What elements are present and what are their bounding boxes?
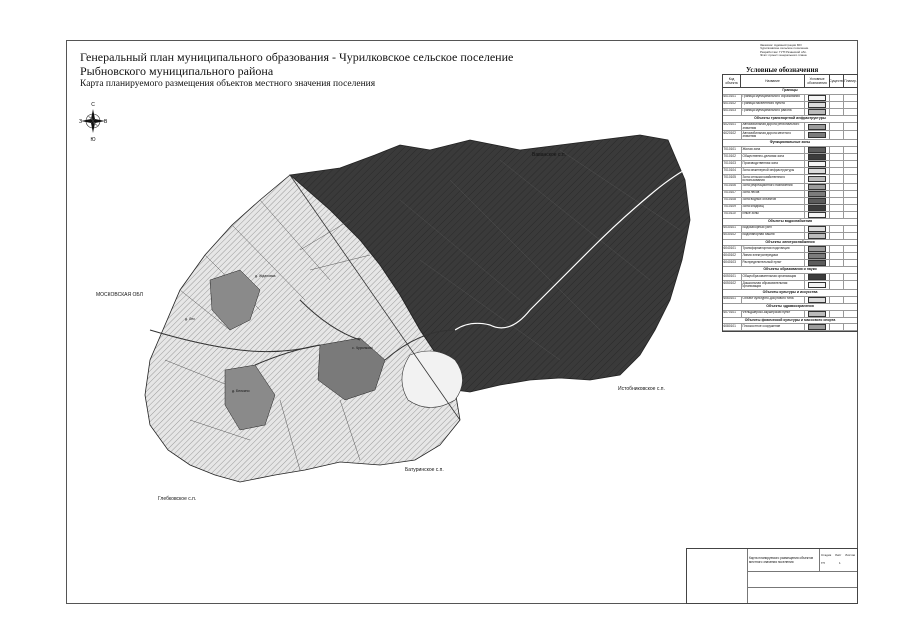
- legend-swatch-icon: [808, 205, 826, 211]
- legend-swatch-icon: [808, 233, 826, 239]
- legend-row-existing: [830, 175, 844, 183]
- legend-swatch-icon: [808, 176, 826, 182]
- legend-row-planned: [844, 154, 857, 160]
- title-block-val-sheet: 1: [839, 561, 841, 565]
- legend-row-existing: [830, 311, 844, 317]
- legend-section-title: Границы: [723, 88, 857, 95]
- legend-row: [723, 198, 857, 205]
- legend-swatch-icon: [808, 311, 826, 317]
- title-block-caption: Карта планируемого размещения объектов местного значения поселения: [749, 556, 814, 564]
- legend-row-existing: [830, 184, 844, 190]
- legend-section-title: Объекты физической культуры и массового спорта: [723, 318, 857, 325]
- legend-row-planned: [844, 175, 857, 183]
- legend-row-code: 7010109: [723, 205, 742, 211]
- title-block-val-stage: ГП: [821, 561, 825, 565]
- legend-row-symbol: [805, 198, 830, 204]
- legend-row-code: 7010106: [723, 184, 742, 190]
- compass-west-label: З: [79, 119, 83, 125]
- legend-row: [723, 168, 857, 175]
- legend-row-desc: Фельдшерско-акушерский пункт: [742, 311, 805, 317]
- legend-row-planned: [844, 281, 857, 289]
- legend-row-code: 6050102: [723, 281, 742, 289]
- legend-swatch-icon: [808, 109, 826, 115]
- legend-row-desc: Автомобильная дорога местного значения: [742, 131, 805, 139]
- legend-row-desc: Иные зоны: [742, 212, 805, 218]
- legend-row-desc: Распределительный пункт: [742, 260, 805, 266]
- legend-row-code: 6020102: [723, 131, 742, 139]
- legend-row-code: 7010105: [723, 175, 742, 183]
- legend-row-symbol: [805, 274, 830, 280]
- legend-row-symbol: [805, 297, 830, 303]
- legend-row-symbol: [805, 161, 830, 167]
- legend-row-symbol: [805, 246, 830, 252]
- legend-row-symbol: [805, 147, 830, 153]
- legend-row-code: 6040103: [723, 260, 742, 266]
- legend-row: [723, 297, 857, 304]
- legend-row-symbol: [805, 260, 830, 266]
- legend-row: [723, 311, 857, 318]
- legend-swatch-icon: [808, 184, 826, 190]
- legend-row-code: 6010102: [723, 102, 742, 108]
- legend-row-symbol: [805, 212, 830, 218]
- legend-swatch-icon: [808, 102, 826, 108]
- legend-row-planned: [844, 161, 857, 167]
- legend-swatch-icon: [808, 260, 826, 266]
- legend-row: [723, 123, 857, 132]
- legend-row: [723, 175, 857, 184]
- region-label-west: МОСКОВСКАЯ ОБЛ: [96, 292, 143, 298]
- legend-row-code: 7010101: [723, 147, 742, 153]
- compass-south-label: Ю: [90, 137, 96, 142]
- legend-row-planned: [844, 274, 857, 280]
- legend-header-c2: Планир.: [844, 79, 857, 83]
- title-block-values: [821, 561, 855, 565]
- legend-swatch-icon: [808, 124, 826, 130]
- legend-row-planned: [844, 324, 857, 330]
- legend-row-existing: [830, 233, 844, 239]
- legend-row-symbol: [805, 281, 830, 289]
- legend-row-planned: [844, 297, 857, 303]
- title-block-headers: [821, 553, 855, 557]
- legend-row-planned: [844, 102, 857, 108]
- legend-row: [723, 184, 857, 191]
- legend-row: [723, 102, 857, 109]
- legend-row-desc: Зона кладбищ: [742, 205, 805, 211]
- legend-row: [723, 324, 857, 331]
- legend-header-sym: Условные обозначения: [805, 75, 830, 87]
- legend-row: [723, 161, 857, 168]
- legend-row: [723, 233, 857, 240]
- legend-swatch-icon: [808, 253, 826, 259]
- legend-swatch-icon: [808, 154, 826, 160]
- legend-swatch-icon: [808, 95, 826, 101]
- map-title-line2: Рыбновского муниципального района: [80, 64, 274, 78]
- legend-row-planned: [844, 168, 857, 174]
- legend-row-existing: [830, 212, 844, 218]
- title-block-col-sheet: Лист: [834, 553, 842, 557]
- legend-row-existing: [830, 205, 844, 211]
- legend-row-code: 6020101: [723, 123, 742, 131]
- legend-row-existing: [830, 253, 844, 259]
- legend-row-symbol: [805, 191, 830, 197]
- legend-row-existing: [830, 274, 844, 280]
- legend-swatch-icon: [808, 191, 826, 197]
- legend-row-desc: Общественно-деловая зона: [742, 154, 805, 160]
- legend-row-symbol: [805, 154, 830, 160]
- legend-row: [723, 212, 857, 219]
- legend-row-symbol: [805, 168, 830, 174]
- settlement-label-zhdanovka: д. Ждановка: [255, 274, 276, 278]
- title-block-col-stage: Стадия: [821, 553, 832, 557]
- legend-row: [723, 131, 857, 140]
- stamp-line: Этап: проект генерального плана: [760, 52, 807, 57]
- legend-row-existing: [830, 324, 844, 330]
- legend-section-title: Функциональные зоны: [723, 140, 857, 147]
- legend-row-existing: [830, 154, 844, 160]
- settlement-label-churilkovo: с. Чурилково: [352, 346, 373, 350]
- legend-row-planned: [844, 184, 857, 190]
- legend-row-code: 7010108: [723, 198, 742, 204]
- legend-row-desc: Граница населённого пункта: [742, 102, 805, 108]
- legend-row-existing: [830, 168, 844, 174]
- legend-row-symbol: [805, 205, 830, 211]
- compass-east-label: В: [104, 119, 108, 125]
- legend-row: [723, 226, 857, 233]
- legend-row-symbol: [805, 324, 830, 330]
- legend-row-existing: [830, 281, 844, 289]
- legend-row-planned: [844, 233, 857, 239]
- legend-row-symbol: [805, 131, 830, 139]
- legend-row-code: 6070101: [723, 311, 742, 317]
- legend-row-existing: [830, 102, 844, 108]
- legend-row-existing: [830, 191, 844, 197]
- legend-table: [722, 74, 858, 332]
- settlement-label-belkino: д. Белкино: [232, 389, 250, 393]
- legend-row-planned: [844, 260, 857, 266]
- legend-row-desc: Граница муниципального района: [742, 109, 805, 115]
- legend-swatch-icon: [808, 168, 826, 174]
- legend-row-desc: Дошкольная образовательная организация: [742, 281, 805, 289]
- legend-header: [723, 75, 857, 88]
- legend-row-code: 7010107: [723, 191, 742, 197]
- legend-swatch-icon: [808, 282, 826, 288]
- title-block-grid: [687, 549, 748, 603]
- legend-row: [723, 95, 857, 102]
- legend-row-planned: [844, 226, 857, 232]
- legend-row-symbol: [805, 102, 830, 108]
- legend-row-symbol: [805, 109, 830, 115]
- legend-row-existing: [830, 109, 844, 115]
- legend-swatch-icon: [808, 147, 826, 153]
- legend-row-desc: Водозаборный узел: [742, 226, 805, 232]
- legend-row-symbol: [805, 175, 830, 183]
- legend-row-code: 6050101: [723, 274, 742, 280]
- legend-row-planned: [844, 123, 857, 131]
- legend-row-symbol: [805, 311, 830, 317]
- legend-row-symbol: [805, 253, 830, 259]
- legend-row-existing: [830, 246, 844, 252]
- legend-swatch-icon: [808, 132, 826, 138]
- legend-row-desc: Зона сельскохозяйственного использования: [742, 175, 805, 183]
- legend-row-planned: [844, 198, 857, 204]
- legend-row: [723, 147, 857, 154]
- legend-row-code: 6040102: [723, 253, 742, 259]
- legend-swatch-icon: [808, 274, 826, 280]
- legend-row-desc: Зона инженерной инфраструктуры: [742, 168, 805, 174]
- region-label-south: Батуринское с.п.: [405, 467, 444, 473]
- title-block-col-sheets: Листов: [845, 553, 855, 557]
- legend-row-existing: [830, 123, 844, 131]
- legend-row-desc: Объект культурно-досугового типа: [742, 297, 805, 303]
- legend-row-existing: [830, 226, 844, 232]
- legend-row-code: 6030101: [723, 226, 742, 232]
- legend-row-desc: Водонапорная башня: [742, 233, 805, 239]
- legend-row-symbol: [805, 95, 830, 101]
- legend-row-code: 6060101: [723, 297, 742, 303]
- legend-row-code: 7010104: [723, 168, 742, 174]
- legend-swatch-icon: [808, 212, 826, 218]
- legend-row: [723, 191, 857, 198]
- legend-row-planned: [844, 191, 857, 197]
- legend-row-desc: Трансформаторная подстанция: [742, 246, 805, 252]
- legend-header-desc: Название: [741, 75, 805, 87]
- legend-row: [723, 260, 857, 267]
- legend-row-existing: [830, 95, 844, 101]
- legend-section-title: Объекты здравоохранения: [723, 304, 857, 311]
- legend-row-code: 6040101: [723, 246, 742, 252]
- legend-row-code: 7010103: [723, 161, 742, 167]
- legend-header-c1: Существ.: [830, 75, 844, 87]
- map-title-line1: Генеральный план муниципального образования - Чурилковское сельское поселение: [80, 50, 514, 64]
- legend-section-title: Объекты культуры и искусства: [723, 290, 857, 297]
- legend-row-code: 7010110: [723, 212, 742, 218]
- legend-row-existing: [830, 147, 844, 153]
- legend-row-desc: Граница муниципального образования: [742, 95, 805, 101]
- legend-row-desc: Жилая зона: [742, 147, 805, 153]
- legend-row-planned: [844, 212, 857, 218]
- stamp-line: Разработчик: ГУП Рязанской обл.: [760, 49, 807, 54]
- legend-row-desc: Зона водных объектов: [742, 198, 805, 204]
- legend-section-title: Объекты образования и науки: [723, 267, 857, 274]
- legend-row-planned: [844, 205, 857, 211]
- legend-row-existing: [830, 198, 844, 204]
- legend-row: [723, 281, 857, 290]
- legend-swatch-icon: [808, 198, 826, 204]
- legend-row-planned: [844, 246, 857, 252]
- legend-row-code: 6010101: [723, 95, 742, 101]
- legend-swatch-icon: [808, 161, 826, 167]
- region-label-east: Истобниковское с.п.: [618, 386, 665, 392]
- legend-row-planned: [844, 147, 857, 153]
- legend-row-symbol: [805, 184, 830, 190]
- legend-row: [723, 274, 857, 281]
- legend-row-planned: [844, 95, 857, 101]
- legend-row-existing: [830, 161, 844, 167]
- legend-row-code: 7010102: [723, 154, 742, 160]
- legend-row-planned: [844, 253, 857, 259]
- title-block: [686, 548, 858, 604]
- legend-swatch-icon: [808, 324, 826, 330]
- stamp-line: Чурилковское сельское поселение: [760, 46, 809, 51]
- legend-section-title: Объекты электроснабжения: [723, 240, 857, 247]
- legend-row: [723, 246, 857, 253]
- legend-row-code: 6010103: [723, 109, 742, 115]
- legend-row-planned: [844, 109, 857, 115]
- legend-title: Условные обозначения: [746, 66, 819, 74]
- approval-stamp: [760, 44, 856, 68]
- legend-swatch-icon: [808, 246, 826, 252]
- legend-section-title: Объекты транспортной инфраструктуры: [723, 116, 857, 123]
- legend-row-symbol: [805, 123, 830, 131]
- legend-row-desc: Зона лесов: [742, 191, 805, 197]
- settlement-label-lesnik: д. Лес: [185, 317, 195, 321]
- map-subtitle: Карта планируемого размещения объектов местного значения поселения: [80, 79, 376, 89]
- legend-row-existing: [830, 131, 844, 139]
- legend-row-code: 6080101: [723, 324, 742, 330]
- legend-row-desc: Линия электропередачи: [742, 253, 805, 259]
- legend-row-symbol: [805, 233, 830, 239]
- legend-row-planned: [844, 311, 857, 317]
- legend-row: [723, 205, 857, 212]
- legend-row-existing: [830, 297, 844, 303]
- compass-north-label: С: [91, 102, 95, 108]
- legend-section-title: Объекты водоснабжения: [723, 219, 857, 226]
- region-label-southwest: Глебковское с.п.: [158, 496, 197, 502]
- legend-row-code: 6030102: [723, 233, 742, 239]
- legend-row-desc: Плоскостное сооружение: [742, 324, 805, 330]
- legend-row-desc: Автомобильная дорога регионального значения: [742, 123, 805, 131]
- legend-header-code: Код объекта: [723, 75, 741, 87]
- legend-swatch-icon: [808, 297, 826, 303]
- legend-row-existing: [830, 260, 844, 266]
- legend-swatch-icon: [808, 226, 826, 232]
- legend-row-planned: [844, 131, 857, 139]
- stamp-line: Заказчик: Администрация МО: [760, 44, 802, 47]
- region-label-northeast: Ваванское с.п.: [532, 152, 566, 158]
- lake-area: [402, 351, 463, 408]
- legend-row: [723, 154, 857, 161]
- legend-row-desc: Производственная зона: [742, 161, 805, 167]
- legend-row-desc: Зона рекреационного назначения: [742, 184, 805, 190]
- legend-row: [723, 109, 857, 116]
- legend-row: [723, 253, 857, 260]
- legend-row-desc: Общеобразовательная организация: [742, 274, 805, 280]
- legend-row-symbol: [805, 226, 830, 232]
